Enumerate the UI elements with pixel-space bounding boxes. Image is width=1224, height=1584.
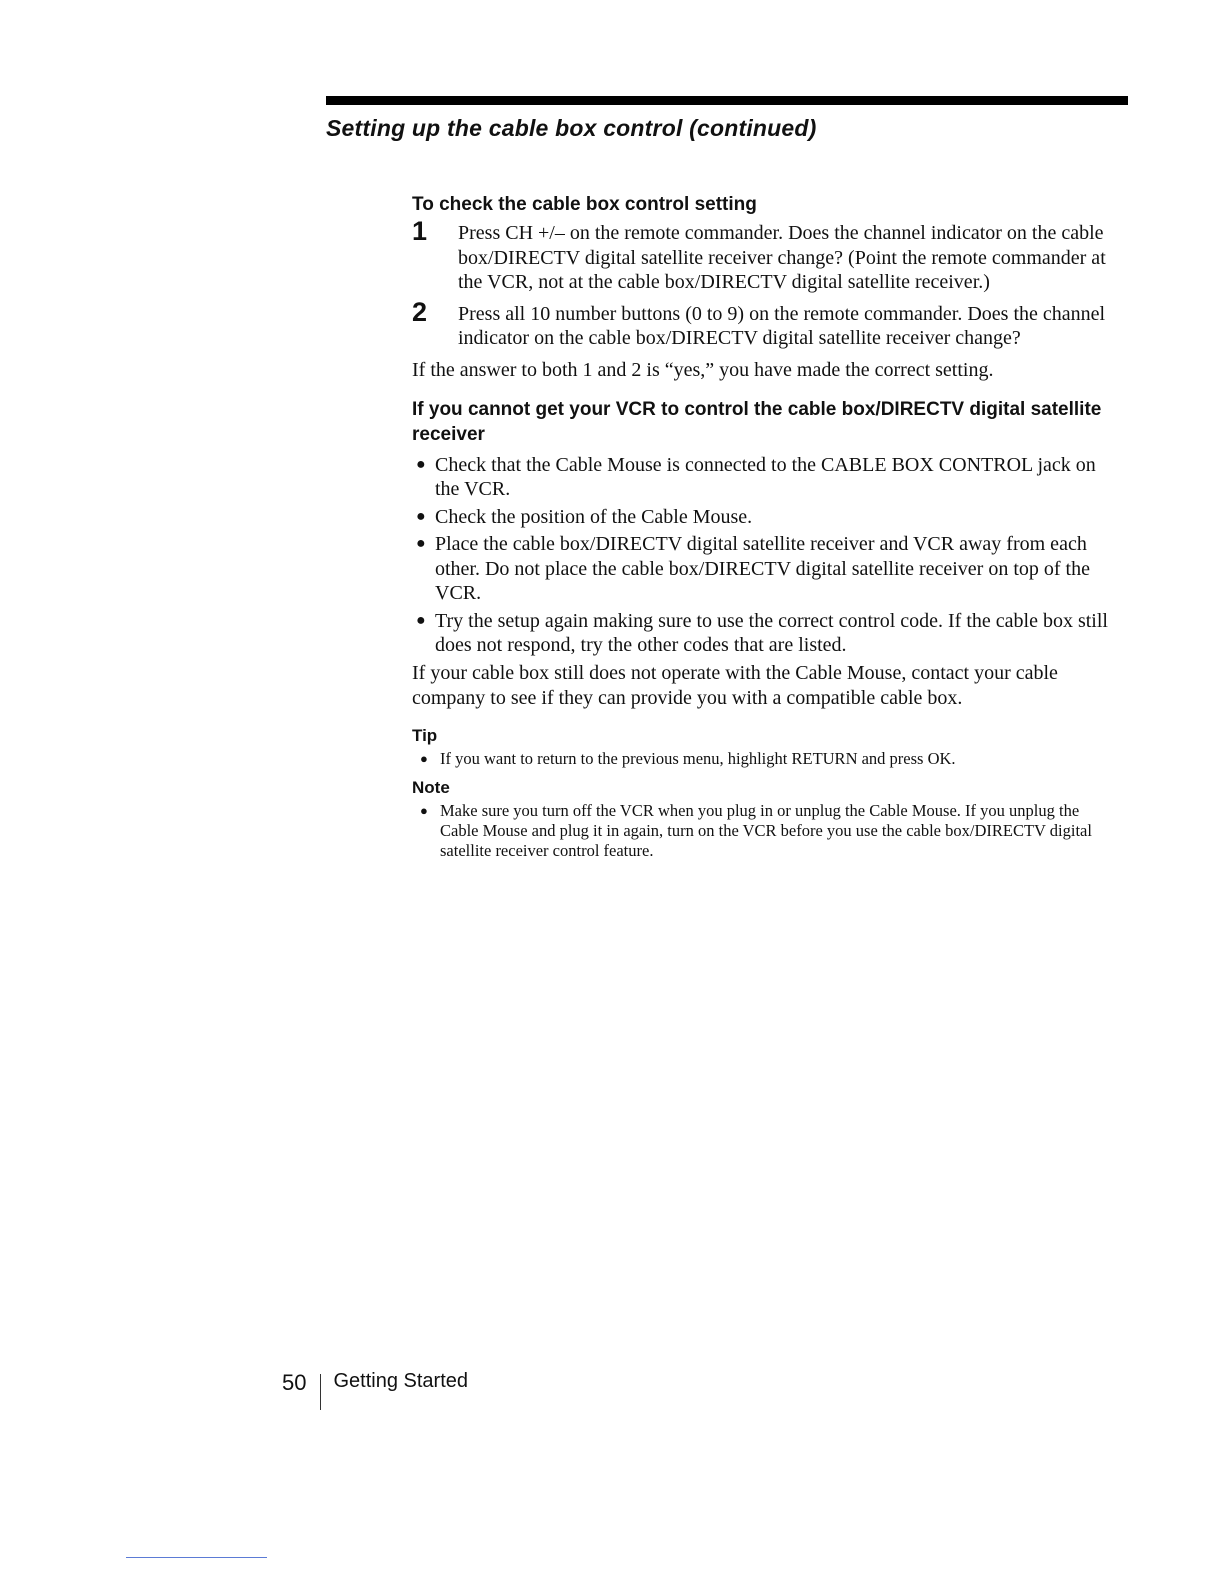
- tip-text: If you want to return to the previous menu, highlight RETURN and press OK.: [440, 748, 956, 768]
- check-steps-list: [412, 216, 1112, 351]
- step-number: 2: [412, 296, 428, 327]
- note-heading: Note: [412, 777, 450, 797]
- step-item: [412, 216, 1112, 295]
- bullet-icon: ●: [416, 611, 426, 629]
- bullet-icon: ●: [416, 455, 426, 473]
- list-item: [412, 505, 1112, 530]
- step-text: Press all 10 number buttons (0 to 9) on the remote commander. Does the channel indicator on the cable box/DIRECTV digital satellite receiver change?: [458, 302, 1106, 349]
- troubleshooting-closing: If your cable box still does not operate with the Cable Mouse, contact your cable company to see if they can provide you with a compatible cable box.: [412, 661, 1058, 709]
- list-item: [412, 609, 1112, 658]
- note-list: [412, 801, 1112, 861]
- list-item: [412, 532, 1112, 606]
- page-number: 50: [282, 1370, 307, 1395]
- footer-divider: [320, 1374, 321, 1410]
- step-number: 1: [412, 216, 428, 246]
- note-text: Make sure you turn off the VCR when you plug in or unplug the Cable Mouse. If you unplug the Cable Mouse and plug it in again, turn on the VCR before you use the cable box/DIRECTV digital satellite receiver control feature.: [440, 800, 1092, 860]
- bullet-icon: ●: [416, 535, 426, 552]
- tip-item: [412, 749, 1112, 769]
- list-item-text: Place the cable box/DIRECTV digital satellite receiver and VCR away from each other. Do not place the cable box/DIRECTV digital satellite receiver on top of the VCR.: [435, 533, 1090, 604]
- note-item: [412, 801, 1112, 861]
- main-content: [412, 192, 1112, 861]
- bottom-divider: [126, 1557, 267, 1558]
- header-rule: [326, 96, 1128, 105]
- step-item: [412, 296, 1112, 351]
- page-footer: [282, 1370, 468, 1410]
- troubleshooting-list: [412, 453, 1112, 658]
- check-setting-heading: To check the cable box control setting: [412, 194, 757, 215]
- troubleshooting-heading: If you cannot get your VCR to control the cable box/DIRECTV digital satellite receiver: [412, 398, 1102, 445]
- check-conclusion: If the answer to both 1 and 2 is “yes,” you have made the correct setting.: [412, 358, 994, 381]
- tip-heading: Tip: [412, 725, 438, 745]
- step-text: Press CH +/– on the remote commander. Does the channel indicator on the cable box/DIRECTV digital satellite receiver change? (Point the remote commander at the VCR, not at the cable box/DIRECTV digital satellite receiver.): [458, 222, 1106, 293]
- list-item-text: Try the setup again making sure to use the correct control code. If the cable box still does not respond, try the other codes that are listed.: [435, 609, 1108, 656]
- section-name: Getting Started: [333, 1370, 469, 1392]
- bullet-icon: ●: [420, 802, 428, 818]
- bullet-icon: ●: [416, 507, 426, 525]
- tip-list: [412, 749, 1112, 769]
- list-item-text: Check that the Cable Mouse is connected to the CABLE BOX CONTROL jack on the VCR.: [435, 453, 1096, 500]
- page-title: Setting up the cable box control (continued): [326, 115, 817, 141]
- list-item: [412, 453, 1112, 502]
- list-item-text: Check the position of the Cable Mouse.: [435, 505, 753, 528]
- bullet-icon: ●: [420, 750, 428, 766]
